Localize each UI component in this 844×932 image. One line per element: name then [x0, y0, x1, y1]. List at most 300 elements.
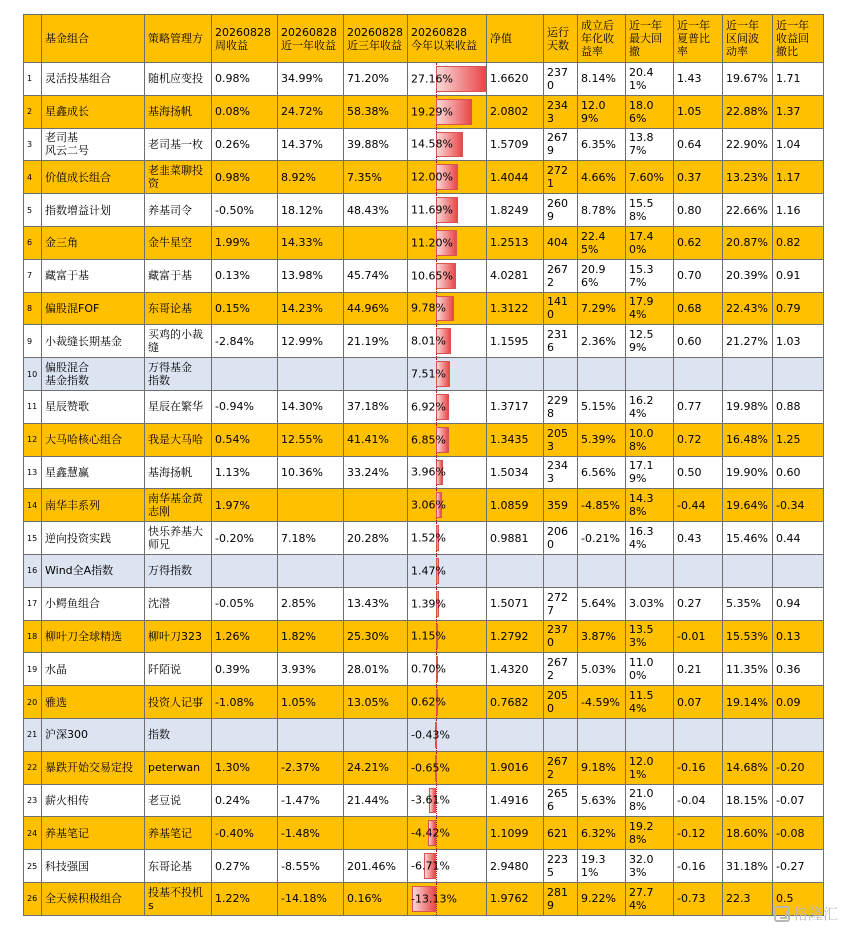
annualized-return: 5.63%	[578, 784, 626, 817]
nav-value: 2.0802	[487, 95, 544, 128]
max-drawdown: 16.34%	[626, 522, 674, 555]
weekly-return: 0.15%	[212, 292, 278, 325]
row-number: 3	[24, 128, 42, 161]
table-row	[24, 95, 824, 128]
manager-name: 柳叶刀323	[145, 620, 212, 653]
sharpe-ratio	[674, 718, 723, 751]
nav-value: 1.5709	[487, 128, 544, 161]
weekly-return: 0.08%	[212, 95, 278, 128]
annualized-return: 8.78%	[578, 194, 626, 227]
three-year-return: 13.05%	[344, 686, 408, 719]
three-year-return: 48.43%	[344, 194, 408, 227]
ytd-return	[408, 259, 487, 292]
header-col-no	[24, 15, 42, 63]
table-row	[24, 292, 824, 325]
return-drawdown-ratio: 1.17	[773, 161, 824, 194]
max-drawdown: 17.40%	[626, 226, 674, 259]
ytd-return	[408, 850, 487, 883]
fund-name: 沪深300	[42, 718, 145, 751]
return-drawdown-ratio: -0.20	[773, 751, 824, 784]
return-drawdown-ratio	[773, 358, 824, 391]
fund-name: 柳叶刀全球精选	[42, 620, 145, 653]
annualized-return	[578, 358, 626, 391]
ytd-return	[408, 882, 487, 915]
max-drawdown: 20.41%	[626, 63, 674, 96]
running-days	[544, 718, 578, 751]
three-year-return: 41.41%	[344, 423, 408, 456]
sharpe-ratio: 0.43	[674, 522, 723, 555]
nav-value	[487, 358, 544, 391]
one-year-return: 1.05%	[278, 686, 344, 719]
nav-value: 1.5071	[487, 587, 544, 620]
header-col-1y-return: 20260828 近一年收益	[278, 15, 344, 63]
three-year-return	[344, 358, 408, 391]
weekly-return: 0.54%	[212, 423, 278, 456]
table-row	[24, 850, 824, 883]
row-number: 6	[24, 226, 42, 259]
weekly-return: -0.94%	[212, 390, 278, 423]
one-year-return: -14.18%	[278, 882, 344, 915]
ytd-return-text: 12.00%	[411, 170, 453, 184]
volatility: 22.66%	[723, 194, 773, 227]
ytd-return	[408, 587, 487, 620]
annualized-return: 8.14%	[578, 63, 626, 96]
running-days	[544, 554, 578, 587]
table-row	[24, 358, 824, 391]
three-year-return: 201.46%	[344, 850, 408, 883]
row-number: 22	[24, 751, 42, 784]
table-row	[24, 128, 824, 161]
nav-value: 4.0281	[487, 259, 544, 292]
manager-name: 老豆说	[145, 784, 212, 817]
return-drawdown-ratio: 1.16	[773, 194, 824, 227]
weekly-return	[212, 358, 278, 391]
max-drawdown: 19.28%	[626, 817, 674, 850]
volatility: 22.90%	[723, 128, 773, 161]
weekly-return	[212, 554, 278, 587]
volatility	[723, 358, 773, 391]
annualized-return	[578, 554, 626, 587]
annualized-return: -4.59%	[578, 686, 626, 719]
manager-name: 基海扬帆	[145, 456, 212, 489]
manager-name: 金牛星空	[145, 226, 212, 259]
annualized-return: 6.32%	[578, 817, 626, 850]
table-row	[24, 63, 824, 96]
three-year-return: 58.38%	[344, 95, 408, 128]
fund-name: 小裁缝长期基金	[42, 325, 145, 358]
volatility: 21.27%	[723, 325, 773, 358]
weekly-return	[212, 718, 278, 751]
return-drawdown-ratio: 1.03	[773, 325, 824, 358]
weekly-return: 0.27%	[212, 850, 278, 883]
ytd-return-text: 3.96%	[411, 465, 446, 479]
table-row	[24, 784, 824, 817]
one-year-return: -8.55%	[278, 850, 344, 883]
table-row	[24, 325, 824, 358]
table-row	[24, 226, 824, 259]
one-year-return	[278, 489, 344, 522]
return-drawdown-ratio: 0.5	[773, 882, 824, 915]
one-year-return: 18.12%	[278, 194, 344, 227]
ytd-return-text: 6.85%	[411, 433, 446, 447]
table-row	[24, 817, 824, 850]
table-row	[24, 587, 824, 620]
annualized-return: 9.22%	[578, 882, 626, 915]
sharpe-ratio: -0.73	[674, 882, 723, 915]
ytd-return	[408, 128, 487, 161]
three-year-return: 0.16%	[344, 882, 408, 915]
sharpe-ratio: 0.27	[674, 587, 723, 620]
sharpe-ratio: 1.43	[674, 63, 723, 96]
ytd-return	[408, 226, 487, 259]
max-drawdown: 13.87%	[626, 128, 674, 161]
sharpe-ratio: 0.37	[674, 161, 723, 194]
nav-value: 1.3122	[487, 292, 544, 325]
sharpe-ratio: 0.77	[674, 390, 723, 423]
one-year-return: -1.47%	[278, 784, 344, 817]
weekly-return: 0.13%	[212, 259, 278, 292]
fund-ranking-table	[23, 14, 824, 916]
three-year-return	[344, 817, 408, 850]
nav-value: 1.0859	[487, 489, 544, 522]
nav-value: 2.9480	[487, 850, 544, 883]
fund-name: 星鑫慧赢	[42, 456, 145, 489]
table-row	[24, 489, 824, 522]
annualized-return: 4.66%	[578, 161, 626, 194]
header-col-manager: 策略管理方	[145, 15, 212, 63]
annualized-return: 19.31%	[578, 850, 626, 883]
ytd-return	[408, 751, 487, 784]
row-number: 7	[24, 259, 42, 292]
running-days: 2672	[544, 259, 578, 292]
header-col-3y-return: 20260828 近三年收益	[344, 15, 408, 63]
three-year-return: 21.19%	[344, 325, 408, 358]
max-drawdown: 27.74%	[626, 882, 674, 915]
volatility: 11.35%	[723, 653, 773, 686]
weekly-return: -2.84%	[212, 325, 278, 358]
running-days: 2370	[544, 620, 578, 653]
max-drawdown: 10.08%	[626, 423, 674, 456]
manager-name: 指数	[145, 718, 212, 751]
row-number: 5	[24, 194, 42, 227]
return-drawdown-ratio: 0.79	[773, 292, 824, 325]
header-col-annualized: 成立后 年化收 益率	[578, 15, 626, 63]
nav-value: 1.3717	[487, 390, 544, 423]
ytd-return	[408, 292, 487, 325]
row-number: 20	[24, 686, 42, 719]
fund-name: 价值成长组合	[42, 161, 145, 194]
one-year-return: 7.18%	[278, 522, 344, 555]
sharpe-ratio: 0.50	[674, 456, 723, 489]
ytd-return	[408, 620, 487, 653]
fund-name: 南华丰系列	[42, 489, 145, 522]
return-drawdown-ratio	[773, 718, 824, 751]
three-year-return: 71.20%	[344, 63, 408, 96]
ytd-return	[408, 423, 487, 456]
volatility: 19.64%	[723, 489, 773, 522]
sharpe-ratio: 0.21	[674, 653, 723, 686]
running-days: 2060	[544, 522, 578, 555]
max-drawdown: 32.03%	[626, 850, 674, 883]
one-year-return: 14.23%	[278, 292, 344, 325]
ytd-return-text: 19.29%	[411, 105, 453, 119]
ytd-return-text: 14.58%	[411, 137, 453, 151]
fund-name: 水晶	[42, 653, 145, 686]
running-days: 2727	[544, 587, 578, 620]
row-number: 21	[24, 718, 42, 751]
row-number: 14	[24, 489, 42, 522]
three-year-return: 24.21%	[344, 751, 408, 784]
return-drawdown-ratio	[773, 554, 824, 587]
fund-name: Wind全A指数	[42, 554, 145, 587]
running-days: 2609	[544, 194, 578, 227]
table-row	[24, 554, 824, 587]
manager-name: 沈潜	[145, 587, 212, 620]
volatility: 14.68%	[723, 751, 773, 784]
annualized-return: -4.85%	[578, 489, 626, 522]
sharpe-ratio: 0.70	[674, 259, 723, 292]
running-days: 2370	[544, 63, 578, 96]
ytd-return	[408, 522, 487, 555]
volatility: 13.23%	[723, 161, 773, 194]
header-col-nav: 净值	[487, 15, 544, 63]
ytd-return-text: 0.62%	[411, 695, 446, 709]
volatility: 19.67%	[723, 63, 773, 96]
three-year-return: 44.96%	[344, 292, 408, 325]
max-drawdown: 12.01%	[626, 751, 674, 784]
sharpe-ratio: 0.60	[674, 325, 723, 358]
volatility: 22.88%	[723, 95, 773, 128]
table-row	[24, 522, 824, 555]
ytd-return-text: 1.47%	[411, 564, 446, 578]
ytd-return	[408, 653, 487, 686]
max-drawdown: 12.59%	[626, 325, 674, 358]
ytd-return-text: 1.39%	[411, 597, 446, 611]
fund-name: 科技强国	[42, 850, 145, 883]
weekly-return: 0.98%	[212, 63, 278, 96]
ytd-return-text: -3.61%	[411, 793, 450, 807]
sharpe-ratio: -0.12	[674, 817, 723, 850]
nav-value: 0.9881	[487, 522, 544, 555]
max-drawdown: 18.06%	[626, 95, 674, 128]
running-days: 2721	[544, 161, 578, 194]
ytd-return	[408, 784, 487, 817]
manager-name: 东哥论基	[145, 292, 212, 325]
ytd-return	[408, 161, 487, 194]
annualized-return: 9.18%	[578, 751, 626, 784]
nav-value	[487, 554, 544, 587]
return-drawdown-ratio: 1.04	[773, 128, 824, 161]
max-drawdown	[626, 554, 674, 587]
running-days: 2672	[544, 751, 578, 784]
ytd-return-text: 11.69%	[411, 203, 453, 217]
fund-name: 灵活投基组合	[42, 63, 145, 96]
annualized-return: 7.29%	[578, 292, 626, 325]
volatility: 18.15%	[723, 784, 773, 817]
running-days: 2672	[544, 653, 578, 686]
nav-value: 1.9762	[487, 882, 544, 915]
weekly-return: 1.26%	[212, 620, 278, 653]
sharpe-ratio: -0.04	[674, 784, 723, 817]
row-number: 12	[24, 423, 42, 456]
running-days: 2679	[544, 128, 578, 161]
one-year-return: 24.72%	[278, 95, 344, 128]
ytd-return-text: 7.51%	[411, 367, 446, 381]
nav-value: 1.3435	[487, 423, 544, 456]
max-drawdown	[626, 358, 674, 391]
running-days: 2298	[544, 390, 578, 423]
weekly-return: 1.30%	[212, 751, 278, 784]
manager-name: peterwan	[145, 751, 212, 784]
weekly-return: 0.39%	[212, 653, 278, 686]
manager-name: 基海扬帆	[145, 95, 212, 128]
manager-name: 快乐养基大师兄	[145, 522, 212, 555]
volatility: 19.90%	[723, 456, 773, 489]
manager-name: 投基不投机s	[145, 882, 212, 915]
ytd-return-text: 6.92%	[411, 400, 446, 414]
volatility: 16.48%	[723, 423, 773, 456]
row-number: 13	[24, 456, 42, 489]
watermark-text: 格隆汇	[792, 905, 838, 923]
row-number: 18	[24, 620, 42, 653]
three-year-return: 13.43%	[344, 587, 408, 620]
watermark	[774, 903, 838, 924]
three-year-return: 7.35%	[344, 161, 408, 194]
header-col-max-drawdown: 近一年 最大回 撤	[626, 15, 674, 63]
running-days: 2316	[544, 325, 578, 358]
nav-value: 1.8249	[487, 194, 544, 227]
return-drawdown-ratio: 0.88	[773, 390, 824, 423]
max-drawdown: 17.19%	[626, 456, 674, 489]
sharpe-ratio	[674, 358, 723, 391]
manager-name: 我是大马哈	[145, 423, 212, 456]
nav-value: 1.4916	[487, 784, 544, 817]
one-year-return: 14.33%	[278, 226, 344, 259]
ytd-return	[408, 390, 487, 423]
table-row	[24, 686, 824, 719]
max-drawdown: 13.53%	[626, 620, 674, 653]
row-number: 17	[24, 587, 42, 620]
fund-name: 大马哈核心组合	[42, 423, 145, 456]
fund-name: 金三角	[42, 226, 145, 259]
annualized-return: 2.36%	[578, 325, 626, 358]
three-year-return: 33.24%	[344, 456, 408, 489]
one-year-return: 8.92%	[278, 161, 344, 194]
table-body	[24, 63, 824, 916]
weekly-return: -0.50%	[212, 194, 278, 227]
annualized-return: 12.09%	[578, 95, 626, 128]
table-row	[24, 718, 824, 751]
table-row	[24, 259, 824, 292]
running-days: 2053	[544, 423, 578, 456]
row-number: 19	[24, 653, 42, 686]
fund-name: 逆向投资实践	[42, 522, 145, 555]
running-days: 2656	[544, 784, 578, 817]
ytd-return-text: 9.78%	[411, 301, 446, 315]
three-year-return: 39.88%	[344, 128, 408, 161]
return-drawdown-ratio: 0.82	[773, 226, 824, 259]
table-row	[24, 161, 824, 194]
volatility: 5.35%	[723, 587, 773, 620]
ytd-return	[408, 358, 487, 391]
max-drawdown: 3.03%	[626, 587, 674, 620]
max-drawdown	[626, 718, 674, 751]
return-drawdown-ratio: 0.44	[773, 522, 824, 555]
max-drawdown: 15.37%	[626, 259, 674, 292]
max-drawdown: 11.00%	[626, 653, 674, 686]
weekly-return: -1.08%	[212, 686, 278, 719]
fund-name: 偏股混FOF	[42, 292, 145, 325]
table-row	[24, 882, 824, 915]
gelonghui-logo-icon	[774, 906, 790, 922]
one-year-return	[278, 718, 344, 751]
fund-name: 暴跌开始交易定投	[42, 751, 145, 784]
header-col-fund-name: 基金组合	[42, 15, 145, 63]
nav-value: 1.1595	[487, 325, 544, 358]
volatility: 31.18%	[723, 850, 773, 883]
nav-value: 1.4320	[487, 653, 544, 686]
weekly-return: 0.26%	[212, 128, 278, 161]
ytd-return	[408, 489, 487, 522]
max-drawdown: 11.54%	[626, 686, 674, 719]
annualized-return: 5.64%	[578, 587, 626, 620]
row-number: 10	[24, 358, 42, 391]
weekly-return: -0.05%	[212, 587, 278, 620]
annualized-return: 22.45%	[578, 226, 626, 259]
sharpe-ratio: 0.72	[674, 423, 723, 456]
weekly-return: 1.22%	[212, 882, 278, 915]
ytd-return-text: 3.06%	[411, 498, 446, 512]
fund-name: 养基笔记	[42, 817, 145, 850]
volatility: 20.39%	[723, 259, 773, 292]
ytd-return-text: -6.71%	[411, 859, 450, 873]
ytd-return-text: 11.20%	[411, 236, 453, 250]
sharpe-ratio: -0.16	[674, 751, 723, 784]
running-days: 2343	[544, 456, 578, 489]
one-year-return: 2.85%	[278, 587, 344, 620]
annualized-return: 6.35%	[578, 128, 626, 161]
fund-name: 星辰赞歌	[42, 390, 145, 423]
three-year-return	[344, 226, 408, 259]
fund-name: 全天候积极组合	[42, 882, 145, 915]
row-number: 9	[24, 325, 42, 358]
max-drawdown: 21.08%	[626, 784, 674, 817]
weekly-return: 1.99%	[212, 226, 278, 259]
annualized-return: 5.15%	[578, 390, 626, 423]
return-drawdown-ratio: -0.08	[773, 817, 824, 850]
ytd-return	[408, 325, 487, 358]
volatility: 15.46%	[723, 522, 773, 555]
ytd-return-text: 1.15%	[411, 629, 446, 643]
fund-name: 指数增益计划	[42, 194, 145, 227]
return-drawdown-ratio: -0.34	[773, 489, 824, 522]
ytd-return-text: 27.16%	[411, 72, 453, 86]
weekly-return: 0.24%	[212, 784, 278, 817]
sharpe-ratio: 0.62	[674, 226, 723, 259]
ytd-return	[408, 456, 487, 489]
ytd-return	[408, 686, 487, 719]
three-year-return: 21.44%	[344, 784, 408, 817]
ytd-return-text: -13.13%	[411, 892, 457, 906]
volatility: 20.87%	[723, 226, 773, 259]
row-number: 26	[24, 882, 42, 915]
three-year-return: 28.01%	[344, 653, 408, 686]
one-year-return	[278, 358, 344, 391]
table-row	[24, 620, 824, 653]
manager-name: 藏富于基	[145, 259, 212, 292]
table-row	[24, 653, 824, 686]
three-year-return	[344, 718, 408, 751]
